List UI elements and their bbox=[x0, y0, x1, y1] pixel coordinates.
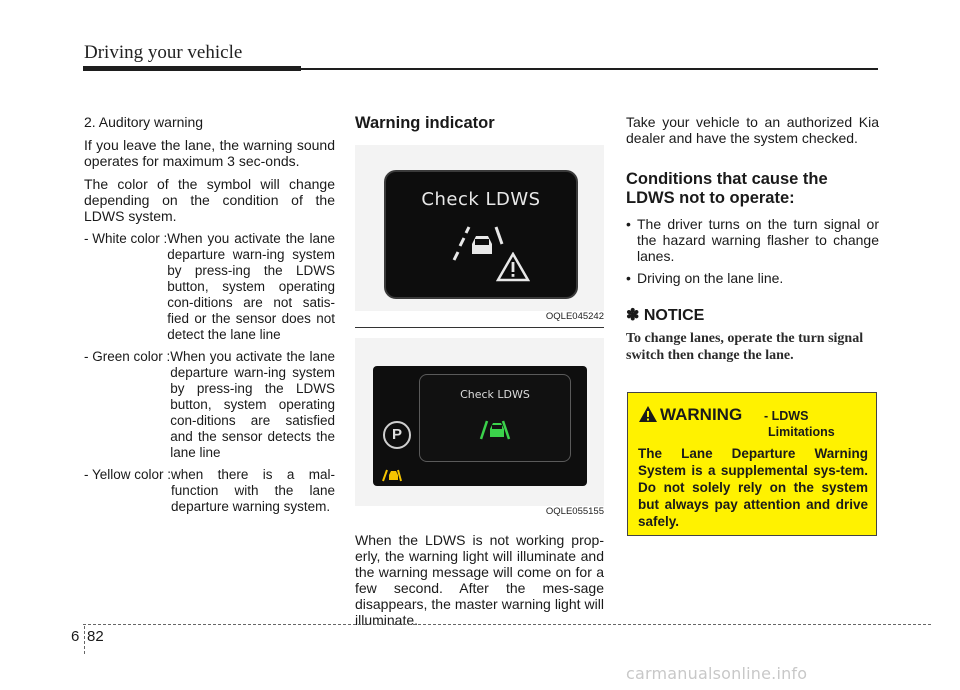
dealer-check-text: Take your vehicle to an authorized Kia dealer and have the system checked. bbox=[626, 114, 879, 146]
column-left bbox=[84, 114, 335, 521]
auditory-warning-text: If you leave the lane, the warning sound operates for maximum 3 sec-onds. bbox=[84, 137, 335, 169]
watermark: carmanualsonline.info bbox=[626, 664, 808, 683]
warning-box bbox=[627, 392, 877, 536]
notice-body: To change lanes, operate the turn signal switch then change the lane. bbox=[626, 331, 864, 363]
header-rule-thick bbox=[83, 66, 301, 71]
figure-check-ldws-display bbox=[355, 145, 604, 322]
figure-code: OQLE055155 bbox=[545, 506, 604, 517]
yellow-color-item bbox=[84, 467, 335, 515]
figure-code: OQLE045242 bbox=[545, 311, 604, 322]
lane-departure-icon bbox=[381, 466, 403, 482]
green-color-item bbox=[84, 349, 335, 461]
green-color-term: - Green color : bbox=[84, 349, 171, 364]
ldws-malfunction-text: When the LDWS is not working prop-erly, the warning light will illuminate and the warning message will come on for a few second. After the mes-sage disappears, the master warning light will illuminate. bbox=[355, 532, 604, 628]
warning-indicator-heading: Warning indicator bbox=[355, 114, 495, 132]
warning-triangle-icon bbox=[638, 405, 658, 423]
footer-divider bbox=[84, 626, 85, 654]
section-number: 6 bbox=[71, 628, 80, 645]
instrument-cluster bbox=[373, 366, 587, 486]
column-right bbox=[626, 114, 879, 364]
page-number: 82 bbox=[87, 628, 104, 645]
cluster-check-ldws-message: Check LDWS bbox=[460, 388, 530, 401]
warning-body: The Lane Departure Warning System is a supplemental sys-tem. Do not solely rely on the system but always pay attention and drive safely. bbox=[638, 446, 868, 529]
notice-heading: ✽ NOTICE bbox=[626, 307, 705, 324]
footer-rule bbox=[83, 624, 931, 625]
header-rule-thin bbox=[301, 68, 878, 70]
auditory-warning-heading: 2. Auditory warning bbox=[84, 114, 204, 130]
bullet-glyph: • bbox=[626, 270, 631, 286]
list-item: • Driving on the lane line. bbox=[626, 270, 784, 286]
white-color-definition: When you activate the lane departure warn-ing system by press-ing the LDWS button, system operating con-ditions are not satis-fied or the sensor does not detect the lane line bbox=[167, 231, 335, 342]
figure-divider bbox=[355, 327, 604, 328]
check-ldws-message: Check LDWS bbox=[421, 189, 541, 210]
white-color-item bbox=[84, 231, 335, 343]
warning-subtitle: - LDWS bbox=[764, 409, 809, 423]
green-color-definition: When you activate the lane departure warn-ing system by press-ing the LDWS button, system operating con-ditions are satisfied and the sensor detects the lane line bbox=[170, 349, 335, 460]
yellow-color-definition: when there is a mal-function with the lane departure warning system. bbox=[171, 467, 335, 514]
warning-title: WARNING bbox=[660, 405, 743, 424]
warning-subtitle-2: Limitations bbox=[768, 425, 835, 439]
list-item: • The driver turns on the turn signal or the hazard warning flasher to change lanes. bbox=[626, 216, 879, 264]
yellow-color-term: - Yellow color : bbox=[84, 467, 172, 482]
cluster-lcd bbox=[419, 374, 571, 462]
lcd-screen bbox=[384, 170, 578, 299]
bullet-glyph: • bbox=[626, 216, 631, 232]
symbol-color-intro: The color of the symbol will change depending on the condition of the LDWS system. bbox=[84, 176, 335, 224]
caution-triangle-icon bbox=[496, 252, 530, 282]
white-color-term: - White color : bbox=[84, 231, 168, 246]
figure-cluster-display bbox=[355, 338, 604, 517]
conditions-heading: Conditions that cause the LDWS not to operate: bbox=[626, 170, 828, 207]
running-header-title: Driving your vehicle bbox=[84, 42, 243, 63]
conditions-list bbox=[626, 216, 879, 286]
park-p-icon: P bbox=[383, 421, 411, 449]
lane-departure-icon bbox=[477, 415, 513, 441]
column-middle bbox=[355, 114, 604, 635]
